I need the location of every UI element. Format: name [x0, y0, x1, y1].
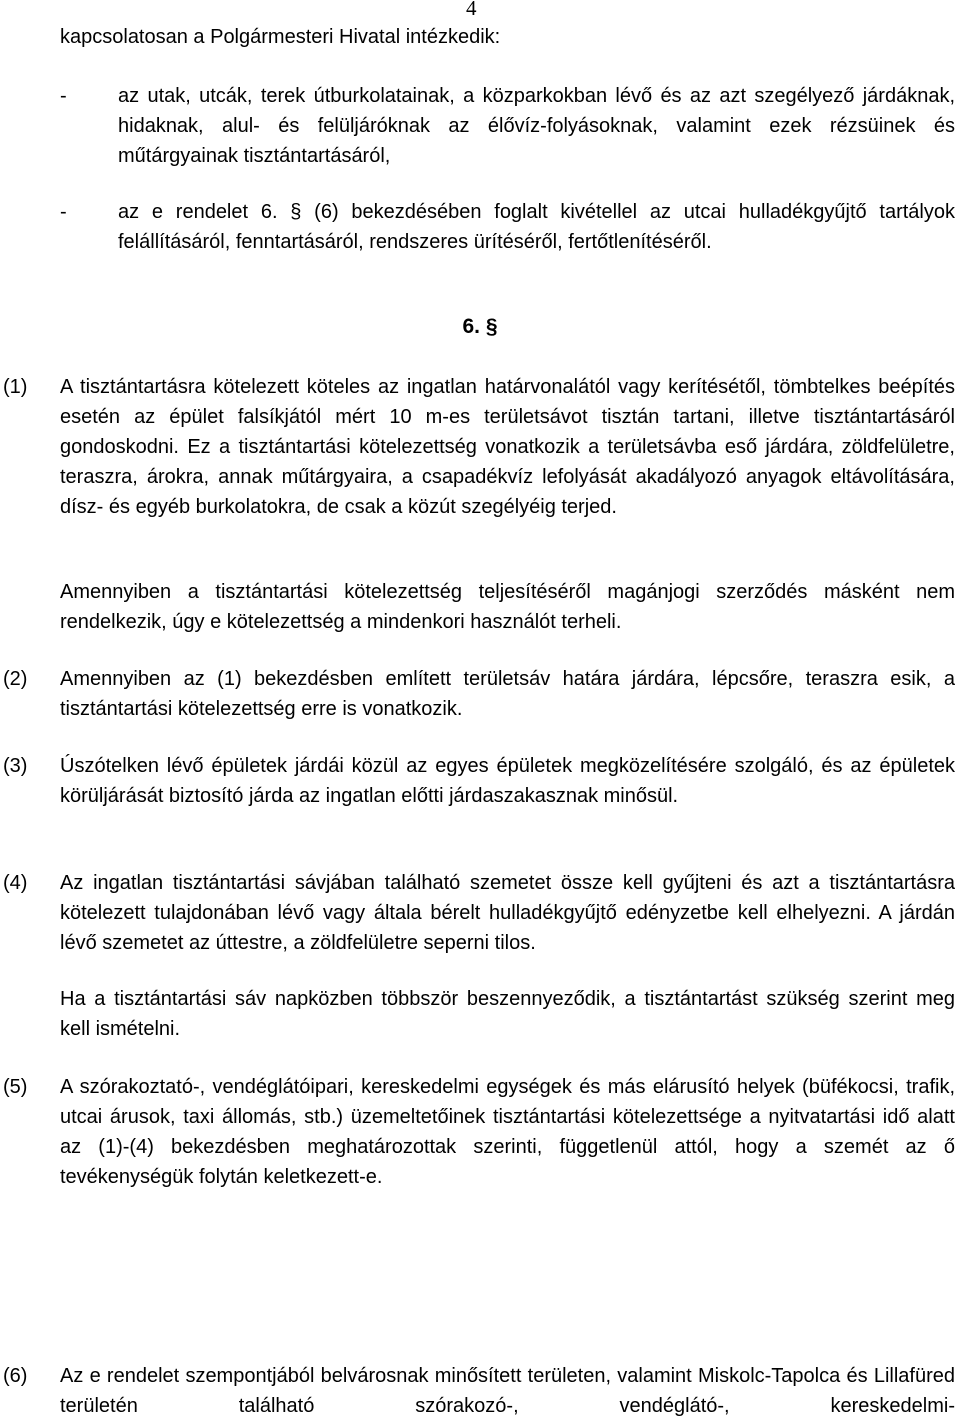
paragraph-text: Az e rendelet szempontjából belvárosnak minősített területen, valamint Miskolc-Tapolca és Lillafüred területén található szórakozó-, vendéglátó-, kereskedelmi- [60, 1365, 955, 1417]
page-number: 4 [466, 0, 477, 20]
paragraph-number: (5) [3, 1076, 28, 1098]
bullet-text: az utak, utcák, terek útburkolatainak, a közparkokban lévő és az azt szegélyező járdáknak, hidaknak, alul- és felüljáróknak az élővíz-folyásoknak, valamint ezek rézsüinek és műtárgyainak tisztántartásáról, [118, 85, 955, 167]
section-heading: 6. § [462, 315, 498, 338]
bullet-dash: - [60, 201, 67, 223]
bullet-dash: - [60, 85, 67, 107]
paragraph-text: Amennyiben az (1) bekezdésben említett területsáv határa járdára, lépcsőre, teraszra esik, a tisztántartási kötelezettség erre is vonatkozik. [60, 668, 955, 720]
paragraph-extra-text: Amennyiben a tisztántartási kötelezettség teljesítéséről magánjogi szerződés másként nem rendelkezik, úgy e kötelezettség a mindenkori használót terheli. [60, 581, 955, 633]
paragraph-number: (3) [3, 755, 28, 777]
paragraph-text: A szórakoztató-, vendéglátóipari, kereskedelmi egységek és más elárusító helyek (büfékocsi, trafik, utcai árusok, taxi állomás, stb.) üzemeltetőinek tisztántartási kötelezettsége a nyitvatartási idő alatt az (1)-(4) bekezdésben meghatározottak szerinti, függetlenül attól, hogy a szemét az ő tevékenységük folytán keletkezett-e. [60, 1076, 955, 1188]
paragraph-number: (1) [3, 376, 28, 398]
paragraph-number: (2) [3, 668, 28, 690]
paragraph-number: (6) [3, 1365, 28, 1387]
bullet-text: az e rendelet 6. § (6) bekezdésében foglalt kivétellel az utcai hulladékgyűjtő tartályok felállításáról, fenntartásáról, rendszeres ürítéséről, fertőtlenítéséről. [118, 201, 955, 253]
paragraph-text: Az ingatlan tisztántartási sávjában található szemetet össze kell gyűjteni és azt a tisztántartásra kötelezett tulajdonában lévő vagy általa bérelt hulladékgyűjtő edényzetbe kell elhelyezni. A járdán lévő szemetet az úttestre, a zöldfelületre seperni tilos. [60, 872, 955, 954]
intro-text: kapcsolatosan a Polgármesteri Hivatal intézkedik: [60, 26, 501, 48]
paragraph-text: Úszótelken lévő épületek járdái közül az egyes épületek megközelítésére szolgáló, és az épületek körüljárását biztosító járda az ingatlan előtti járdaszakasznak minősül. [60, 755, 955, 807]
paragraph-extra-text: Ha a tisztántartási sáv napközben többször beszennyeződik, a tisztántartást szükség szerint meg kell ismételni. [60, 988, 955, 1040]
paragraph-number: (4) [3, 872, 28, 894]
paragraph-text: A tisztántartásra kötelezett köteles az ingatlan határvonalától vagy kerítésétől, tömbtelkes beépítés esetén az épület falsíkjától mért 10 m-es területsávot tisztán tartani, illetve tisztántartásáról gondoskodni. Ez a tisztántartási kötelezettség vonatkozik a területsávba eső járdára, zöldfelületre, teraszra, árokra, annak műtárgyaira, a csapadékvíz lefolyását akadályozó anyagok eltávolítására, dísz- és egyéb burkolatokra, de csak a közút szegélyéig terjed. [60, 376, 955, 518]
